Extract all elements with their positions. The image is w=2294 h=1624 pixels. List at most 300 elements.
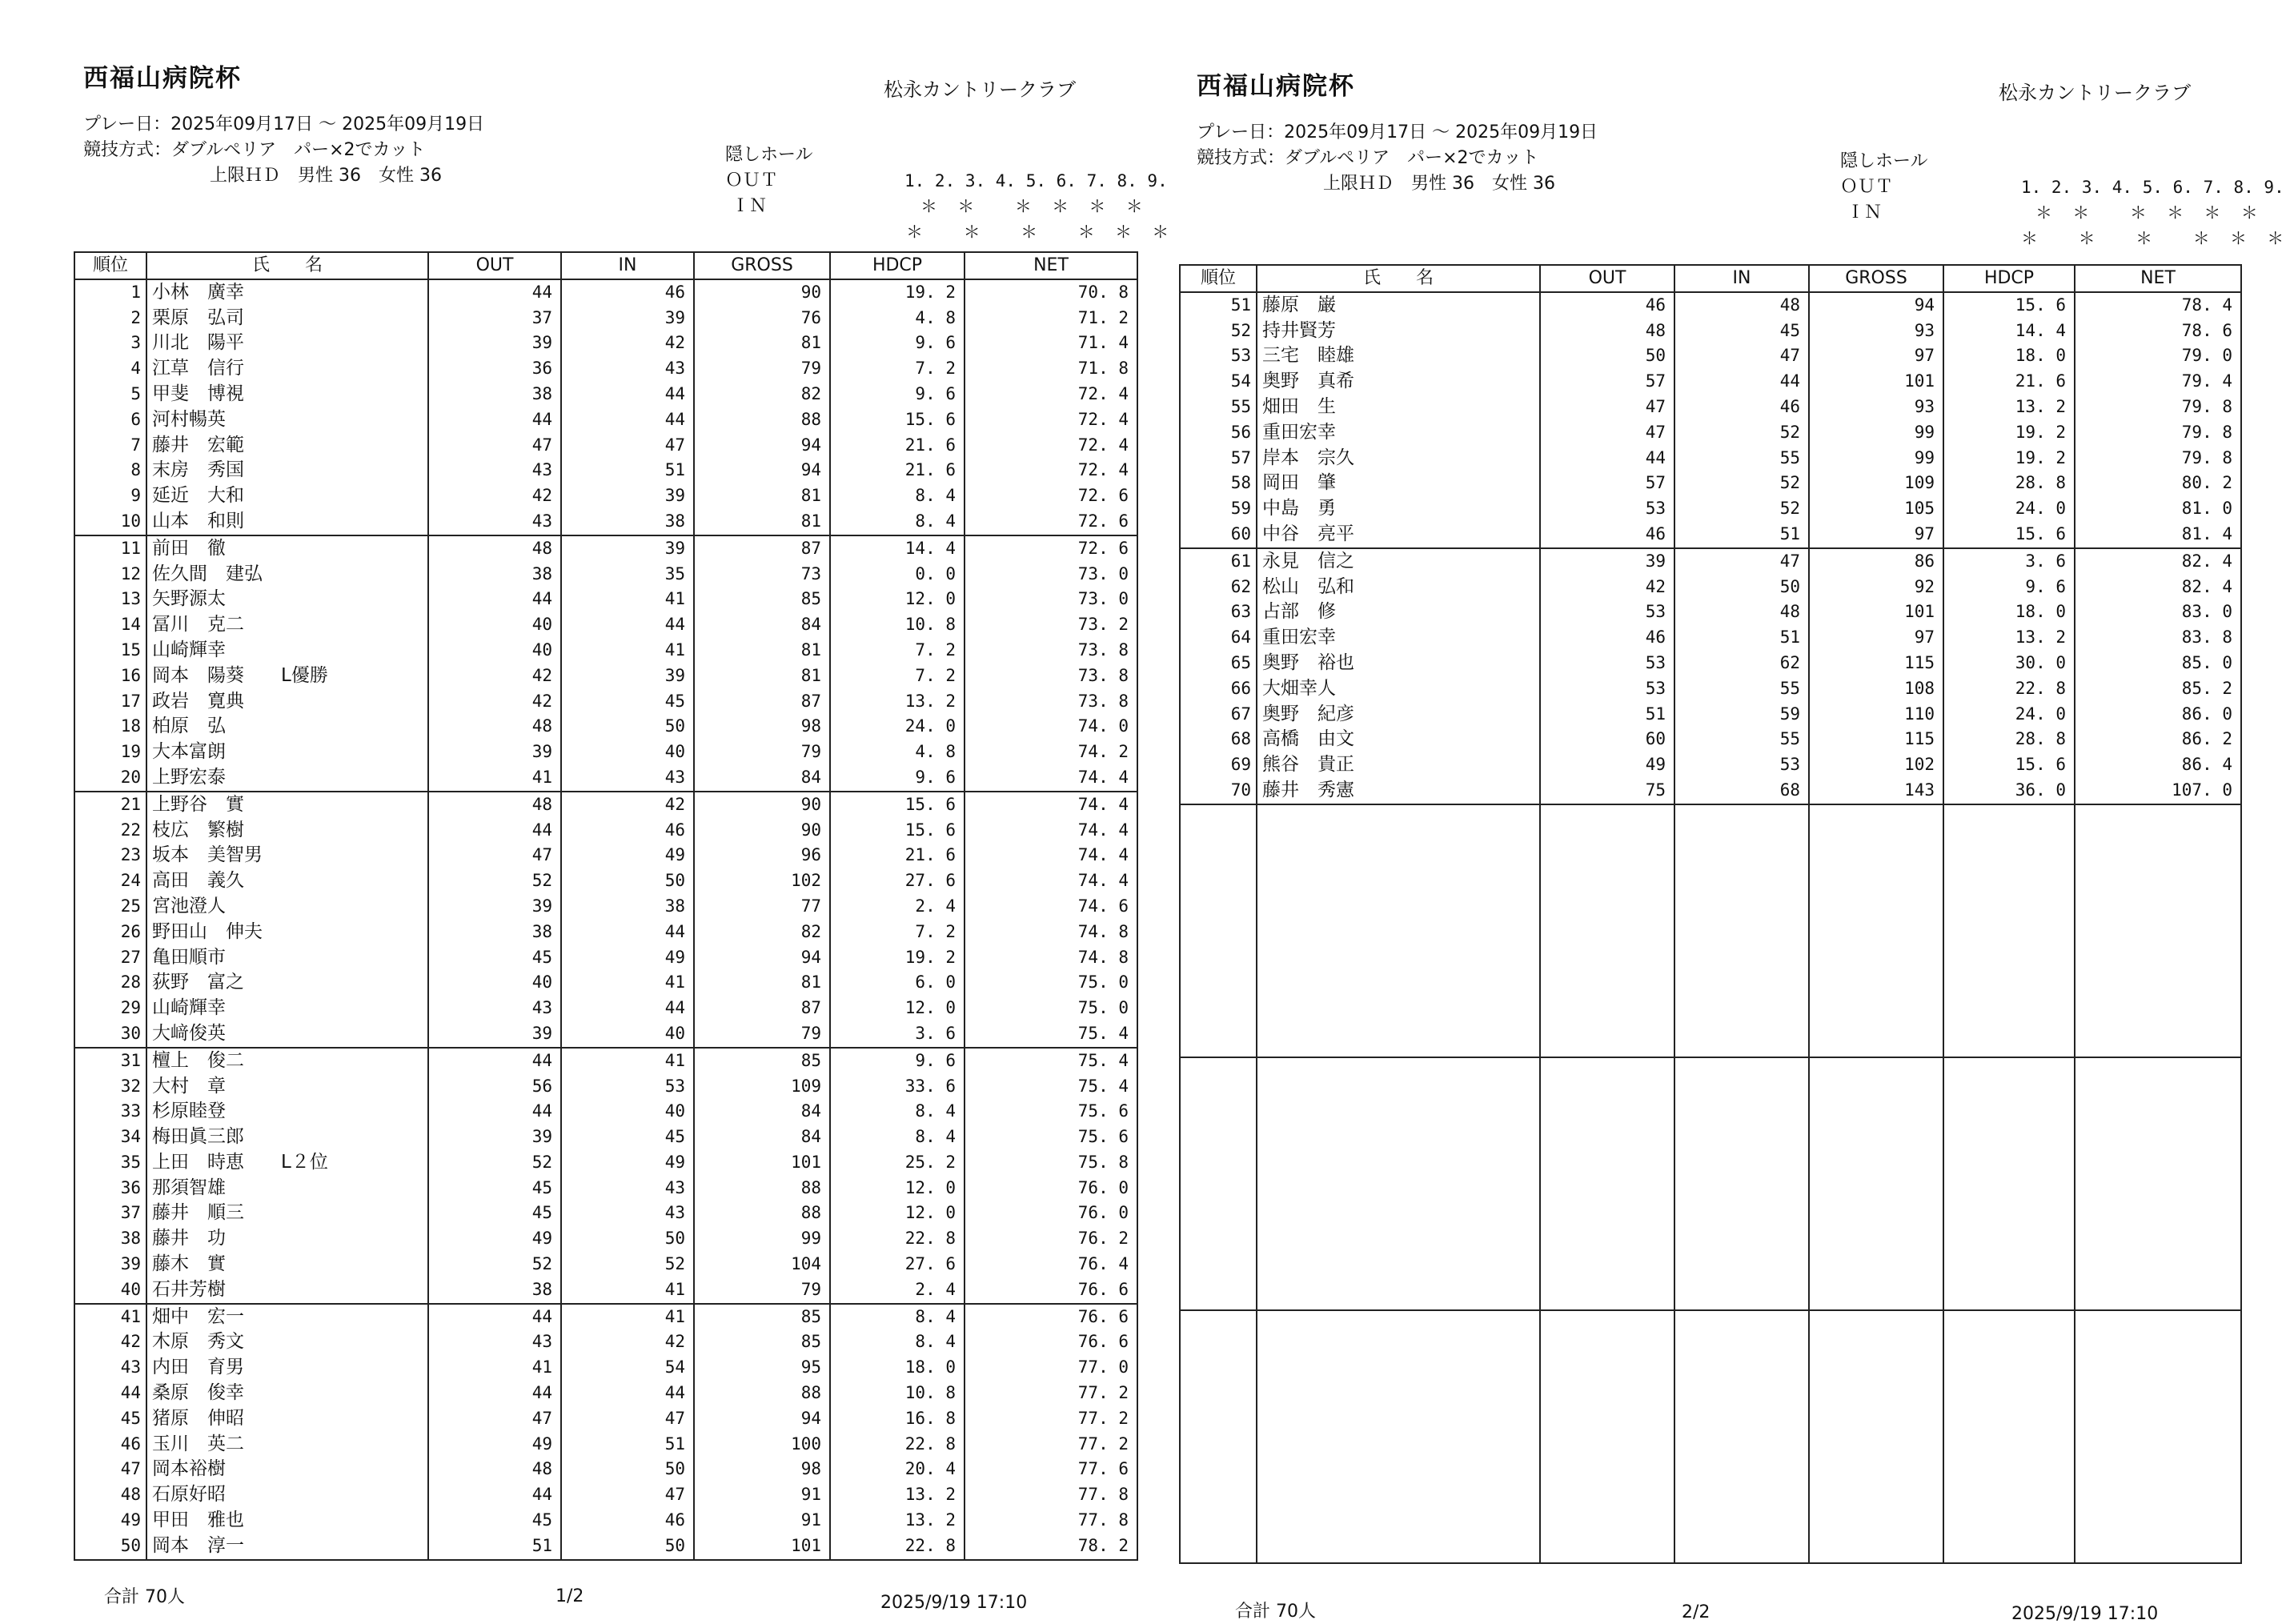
in-score: 50 bbox=[561, 1226, 694, 1252]
net-score: 75. 0 bbox=[965, 970, 1137, 996]
gross-score: 97 bbox=[1809, 625, 1943, 651]
table-row bbox=[74, 1406, 1137, 1432]
player-name: 荻野 富之 bbox=[146, 970, 428, 996]
table-row bbox=[1180, 676, 2241, 702]
rank: 10 bbox=[74, 509, 146, 535]
net-score: 73. 8 bbox=[965, 638, 1137, 664]
rank: 16 bbox=[74, 664, 146, 689]
table-row bbox=[74, 1150, 1137, 1176]
rank: 43 bbox=[74, 1355, 146, 1381]
rank: 40 bbox=[74, 1277, 146, 1304]
table-row bbox=[1180, 778, 2241, 804]
hdcp: 19. 2 bbox=[1943, 446, 2075, 471]
in-hidden-marks: ＊ ＊ ＊ ＊ ＊ ＊ bbox=[906, 223, 1169, 242]
table-row bbox=[74, 1226, 1137, 1252]
in-label: ＩＮ bbox=[1847, 202, 1883, 223]
hdcp: 22. 8 bbox=[830, 1226, 965, 1252]
in-score: 41 bbox=[561, 970, 694, 996]
player-name: 内田 育男 bbox=[146, 1355, 428, 1381]
gross-score: 79 bbox=[694, 1021, 830, 1048]
gross-score: 93 bbox=[1809, 319, 1943, 344]
rank: 44 bbox=[74, 1381, 146, 1406]
table-row bbox=[74, 792, 1137, 818]
player-name: 宮池澄人 bbox=[146, 894, 428, 920]
rank: 52 bbox=[1180, 319, 1257, 344]
net-score: 72. 6 bbox=[965, 535, 1137, 562]
hdcp: 10. 8 bbox=[830, 1381, 965, 1406]
empty-row-block bbox=[1180, 804, 2241, 1057]
out-score: 52 bbox=[428, 1150, 561, 1176]
gross-score: 88 bbox=[694, 1176, 830, 1201]
hdcp: 7. 2 bbox=[830, 638, 965, 664]
net-score: 77. 8 bbox=[965, 1482, 1137, 1508]
hdcp: 8. 4 bbox=[830, 1329, 965, 1355]
net-score: 71. 4 bbox=[965, 331, 1137, 356]
net-score: 72. 6 bbox=[965, 483, 1137, 509]
out-score: 40 bbox=[428, 638, 561, 664]
net-score: 79. 0 bbox=[2075, 343, 2241, 369]
gross-score: 88 bbox=[694, 407, 830, 433]
table-row bbox=[74, 1457, 1137, 1482]
table-row bbox=[74, 1125, 1137, 1150]
net-score: 74. 4 bbox=[965, 868, 1137, 894]
net-score: 75. 6 bbox=[965, 1125, 1137, 1150]
in-score: 41 bbox=[561, 1277, 694, 1304]
out-score: 42 bbox=[428, 664, 561, 689]
rank: 48 bbox=[74, 1482, 146, 1508]
hd-limit: 上限ＨＤ 男性 36 女性 36 bbox=[1323, 174, 1555, 194]
player-name: 柏原 弘 bbox=[146, 714, 428, 740]
hdcp: 15. 6 bbox=[1943, 522, 2075, 548]
out-score: 43 bbox=[428, 458, 561, 483]
player-name: 那須智雄 bbox=[146, 1176, 428, 1201]
table-row bbox=[1180, 369, 2241, 395]
rank: 49 bbox=[74, 1508, 146, 1534]
table-row bbox=[74, 356, 1137, 382]
in-score: 38 bbox=[561, 894, 694, 920]
table-row bbox=[1180, 446, 2241, 471]
table-row bbox=[74, 331, 1137, 356]
hdcp: 30. 0 bbox=[1943, 651, 2075, 676]
player-name: 甲田 雅也 bbox=[146, 1508, 428, 1534]
rank: 29 bbox=[74, 996, 146, 1021]
header-rank: 順位 bbox=[74, 252, 146, 279]
net-score: 73. 2 bbox=[965, 612, 1137, 638]
table-row bbox=[74, 765, 1137, 792]
gross-score: 87 bbox=[694, 535, 830, 562]
play-date: プレー日：2025年09月17日 ～ 2025年09月19日 bbox=[83, 114, 485, 134]
in-score: 38 bbox=[561, 509, 694, 535]
net-score: 75. 4 bbox=[965, 1074, 1137, 1100]
competition-format: 競技方式：ダブルペリア パー×2でカット bbox=[83, 140, 426, 160]
footer-timestamp: 2025/9/19 17:10 bbox=[880, 1593, 1028, 1613]
hdcp: 12. 0 bbox=[830, 996, 965, 1021]
player-name: 上田 時恵 L２位 bbox=[146, 1150, 428, 1176]
gross-score: 98 bbox=[694, 1457, 830, 1482]
net-score: 75. 6 bbox=[965, 1099, 1137, 1125]
rank: 22 bbox=[74, 818, 146, 844]
net-score: 72. 4 bbox=[965, 433, 1137, 459]
hdcp: 15. 6 bbox=[1943, 752, 2075, 778]
hdcp: 13. 2 bbox=[1943, 395, 2075, 420]
out-score: 39 bbox=[428, 1125, 561, 1150]
gross-score: 81 bbox=[694, 638, 830, 664]
hdcp: 24. 0 bbox=[830, 714, 965, 740]
gross-score: 88 bbox=[694, 1381, 830, 1406]
player-name: 奥野 真希 bbox=[1257, 369, 1540, 395]
table-row bbox=[1180, 625, 2241, 651]
table-row bbox=[74, 1508, 1137, 1534]
header-hdcp: HDCP bbox=[830, 252, 965, 279]
table-row bbox=[74, 970, 1137, 996]
out-score: 48 bbox=[428, 1457, 561, 1482]
gross-score: 85 bbox=[694, 587, 830, 612]
in-score: 46 bbox=[1674, 395, 1809, 420]
in-score: 41 bbox=[561, 638, 694, 664]
player-name: 重田宏幸 bbox=[1257, 420, 1540, 446]
footer-total: 合計 70人 bbox=[1235, 1602, 1316, 1622]
gross-score: 91 bbox=[694, 1508, 830, 1534]
net-score: 71. 2 bbox=[965, 306, 1137, 331]
player-name: 岸本 宗久 bbox=[1257, 446, 1540, 471]
out-score: 40 bbox=[428, 612, 561, 638]
net-score: 74. 8 bbox=[965, 945, 1137, 971]
out-score: 48 bbox=[428, 535, 561, 562]
competition-format: 競技方式：ダブルペリア パー×2でカット bbox=[1197, 148, 1539, 168]
out-score: 60 bbox=[1540, 727, 1674, 752]
empty-row-block bbox=[1180, 1310, 2241, 1563]
in-score: 45 bbox=[1674, 319, 1809, 344]
net-score: 76. 6 bbox=[965, 1329, 1137, 1355]
rank: 51 bbox=[1180, 292, 1257, 319]
hdcp: 8. 4 bbox=[830, 483, 965, 509]
rank: 42 bbox=[74, 1329, 146, 1355]
gross-score: 101 bbox=[694, 1534, 830, 1560]
hdcp: 19. 2 bbox=[830, 945, 965, 971]
table-row bbox=[1180, 319, 2241, 344]
hdcp: 10. 8 bbox=[830, 612, 965, 638]
in-score: 53 bbox=[561, 1074, 694, 1100]
player-name: 小林 廣幸 bbox=[146, 279, 428, 306]
out-score: 46 bbox=[1540, 292, 1674, 319]
in-score: 43 bbox=[561, 765, 694, 792]
in-score: 51 bbox=[1674, 522, 1809, 548]
gross-score: 81 bbox=[694, 970, 830, 996]
net-score: 75. 8 bbox=[965, 1150, 1137, 1176]
out-score: 39 bbox=[428, 1021, 561, 1048]
out-score: 53 bbox=[1540, 676, 1674, 702]
player-name: 木原 秀文 bbox=[146, 1329, 428, 1355]
net-score: 77. 2 bbox=[965, 1381, 1137, 1406]
in-score: 49 bbox=[561, 843, 694, 868]
out-score: 40 bbox=[428, 970, 561, 996]
gross-score: 94 bbox=[694, 433, 830, 459]
in-score: 41 bbox=[561, 1048, 694, 1074]
out-score: 48 bbox=[428, 792, 561, 818]
rank: 23 bbox=[74, 843, 146, 868]
in-score: 39 bbox=[561, 535, 694, 562]
gross-score: 90 bbox=[694, 818, 830, 844]
in-score: 48 bbox=[1674, 599, 1809, 625]
player-name: 藤井 順三 bbox=[146, 1201, 428, 1226]
table-row bbox=[74, 382, 1137, 407]
rank: 63 bbox=[1180, 599, 1257, 625]
in-score: 47 bbox=[561, 1406, 694, 1432]
out-score: 49 bbox=[1540, 752, 1674, 778]
gross-score: 90 bbox=[694, 279, 830, 306]
net-score: 70. 8 bbox=[965, 279, 1137, 306]
rank: 5 bbox=[74, 382, 146, 407]
gross-score: 79 bbox=[694, 356, 830, 382]
gross-score: 76 bbox=[694, 306, 830, 331]
gross-score: 73 bbox=[694, 562, 830, 587]
rank: 20 bbox=[74, 765, 146, 792]
rank: 61 bbox=[1180, 548, 1257, 575]
in-score: 51 bbox=[561, 1432, 694, 1458]
table-row bbox=[1180, 752, 2241, 778]
out-score: 43 bbox=[428, 509, 561, 535]
net-score: 74. 2 bbox=[965, 740, 1137, 765]
rank: 14 bbox=[74, 612, 146, 638]
player-name: 藤井 秀憲 bbox=[1257, 778, 1540, 804]
table-row bbox=[74, 689, 1137, 715]
player-name: 松山 弘和 bbox=[1257, 575, 1540, 600]
player-name: 上野宏泰 bbox=[146, 765, 428, 792]
player-name: 藤井 宏範 bbox=[146, 433, 428, 459]
header-in: IN bbox=[561, 252, 694, 279]
rank: 65 bbox=[1180, 651, 1257, 676]
out-score: 43 bbox=[428, 996, 561, 1021]
net-score: 107. 0 bbox=[2075, 778, 2241, 804]
header-name: 氏 名 bbox=[146, 252, 428, 279]
out-score: 57 bbox=[1540, 471, 1674, 496]
net-score: 82. 4 bbox=[2075, 548, 2241, 575]
out-score: 52 bbox=[428, 868, 561, 894]
table-row bbox=[1180, 575, 2241, 600]
gross-score: 104 bbox=[694, 1252, 830, 1277]
hdcp: 24. 0 bbox=[1943, 702, 2075, 728]
table-row bbox=[74, 587, 1137, 612]
net-score: 72. 4 bbox=[965, 382, 1137, 407]
gross-score: 90 bbox=[694, 792, 830, 818]
table-row bbox=[74, 1099, 1137, 1125]
net-score: 85. 2 bbox=[2075, 676, 2241, 702]
player-name: 山崎輝幸 bbox=[146, 996, 428, 1021]
hidden-holes-numbers: 1. 2. 3. 4. 5. 6. 7. 8. 9. bbox=[2021, 178, 2284, 197]
in-score: 51 bbox=[561, 458, 694, 483]
rank: 2 bbox=[74, 306, 146, 331]
out-score: 42 bbox=[1540, 575, 1674, 600]
gross-score: 88 bbox=[694, 1201, 830, 1226]
out-score: 49 bbox=[428, 1432, 561, 1458]
out-label: ＯＵＴ bbox=[725, 170, 779, 190]
net-score: 83. 0 bbox=[2075, 599, 2241, 625]
table-row bbox=[1180, 292, 2241, 319]
table-row bbox=[74, 1329, 1137, 1355]
gross-score: 100 bbox=[694, 1432, 830, 1458]
rank: 37 bbox=[74, 1201, 146, 1226]
in-score: 45 bbox=[561, 689, 694, 715]
hdcp: 7. 2 bbox=[830, 920, 965, 945]
hdcp: 9. 6 bbox=[830, 382, 965, 407]
out-score: 37 bbox=[428, 306, 561, 331]
gross-score: 105 bbox=[1809, 496, 1943, 522]
player-name: 山本 和則 bbox=[146, 509, 428, 535]
table-row bbox=[74, 1432, 1137, 1458]
gross-score: 99 bbox=[1809, 420, 1943, 446]
gross-score: 81 bbox=[694, 331, 830, 356]
out-score: 45 bbox=[428, 1176, 561, 1201]
club-name: 松永カントリークラブ bbox=[884, 78, 1076, 101]
rank: 69 bbox=[1180, 752, 1257, 778]
rank: 12 bbox=[74, 562, 146, 587]
rank: 67 bbox=[1180, 702, 1257, 728]
in-score: 47 bbox=[1674, 343, 1809, 369]
player-name: 畑田 生 bbox=[1257, 395, 1540, 420]
table-row bbox=[1180, 395, 2241, 420]
player-name: 佐久間 建弘 bbox=[146, 562, 428, 587]
player-name: 岡本裕樹 bbox=[146, 1457, 428, 1482]
out-score: 47 bbox=[428, 433, 561, 459]
out-score: 46 bbox=[1540, 625, 1674, 651]
out-score: 42 bbox=[428, 483, 561, 509]
in-label: ＩＮ bbox=[732, 196, 768, 216]
out-score: 57 bbox=[1540, 369, 1674, 395]
player-name: 末房 秀国 bbox=[146, 458, 428, 483]
in-score: 39 bbox=[561, 483, 694, 509]
gross-score: 101 bbox=[694, 1150, 830, 1176]
rank: 68 bbox=[1180, 727, 1257, 752]
out-label: ＯＵＴ bbox=[1840, 177, 1894, 197]
gross-score: 84 bbox=[694, 765, 830, 792]
in-score: 59 bbox=[1674, 702, 1809, 728]
gross-score: 91 bbox=[694, 1482, 830, 1508]
gross-score: 102 bbox=[1809, 752, 1943, 778]
net-score: 79. 8 bbox=[2075, 395, 2241, 420]
rank: 66 bbox=[1180, 676, 1257, 702]
out-score: 36 bbox=[428, 356, 561, 382]
in-score: 50 bbox=[1674, 575, 1809, 600]
hdcp: 9. 6 bbox=[830, 1048, 965, 1074]
in-score: 50 bbox=[561, 714, 694, 740]
out-score: 41 bbox=[428, 765, 561, 792]
table-row bbox=[74, 1048, 1137, 1074]
in-score: 42 bbox=[561, 331, 694, 356]
player-name: 占部 修 bbox=[1257, 599, 1540, 625]
hdcp: 14. 4 bbox=[830, 535, 965, 562]
net-score: 73. 8 bbox=[965, 664, 1137, 689]
table-row bbox=[74, 714, 1137, 740]
net-score: 77. 8 bbox=[965, 1508, 1137, 1534]
gross-score: 99 bbox=[1809, 446, 1943, 471]
hdcp: 0. 0 bbox=[830, 562, 965, 587]
hdcp: 2. 4 bbox=[830, 894, 965, 920]
hdcp: 12. 0 bbox=[830, 1176, 965, 1201]
hdcp: 4. 8 bbox=[830, 306, 965, 331]
rank: 54 bbox=[1180, 369, 1257, 395]
table-row bbox=[1180, 548, 2241, 575]
table-row bbox=[74, 868, 1137, 894]
gross-score: 92 bbox=[1809, 575, 1943, 600]
out-score: 44 bbox=[428, 1381, 561, 1406]
hdcp: 3. 6 bbox=[830, 1021, 965, 1048]
table-row bbox=[74, 1482, 1137, 1508]
player-name: 枝広 繁樹 bbox=[146, 818, 428, 844]
net-score: 74. 6 bbox=[965, 894, 1137, 920]
results-page-2 bbox=[1147, 0, 2294, 1622]
gross-score: 143 bbox=[1809, 778, 1943, 804]
rank: 64 bbox=[1180, 625, 1257, 651]
rank: 62 bbox=[1180, 575, 1257, 600]
table-row bbox=[74, 1201, 1137, 1226]
rank: 60 bbox=[1180, 522, 1257, 548]
in-score: 46 bbox=[561, 1508, 694, 1534]
rank: 56 bbox=[1180, 420, 1257, 446]
player-name: 高橋 由文 bbox=[1257, 727, 1540, 752]
footer-page-number: 1/2 bbox=[555, 1586, 584, 1606]
table-row bbox=[74, 433, 1137, 459]
out-score: 38 bbox=[428, 1277, 561, 1304]
table-row bbox=[74, 535, 1137, 562]
out-score: 48 bbox=[428, 714, 561, 740]
out-score: 39 bbox=[428, 740, 561, 765]
hdcp: 25. 2 bbox=[830, 1150, 965, 1176]
player-name: 熊谷 貴正 bbox=[1257, 752, 1540, 778]
out-score: 46 bbox=[1540, 522, 1674, 548]
hdcp: 18. 0 bbox=[1943, 343, 2075, 369]
in-score: 40 bbox=[561, 1099, 694, 1125]
player-name: 上野谷 實 bbox=[146, 792, 428, 818]
player-name: 高田 義久 bbox=[146, 868, 428, 894]
out-score: 44 bbox=[428, 279, 561, 306]
rank: 26 bbox=[74, 920, 146, 945]
out-score: 44 bbox=[1540, 446, 1674, 471]
out-score: 45 bbox=[428, 945, 561, 971]
gross-score: 81 bbox=[694, 509, 830, 535]
in-score: 43 bbox=[561, 356, 694, 382]
hdcp: 12. 0 bbox=[830, 1201, 965, 1226]
hdcp: 36. 0 bbox=[1943, 778, 2075, 804]
gross-score: 79 bbox=[694, 740, 830, 765]
out-score: 48 bbox=[1540, 319, 1674, 344]
rank: 3 bbox=[74, 331, 146, 356]
hdcp: 13. 2 bbox=[830, 1508, 965, 1534]
gross-score: 115 bbox=[1809, 727, 1943, 752]
table-row bbox=[74, 483, 1137, 509]
out-score: 41 bbox=[428, 1355, 561, 1381]
net-score: 74. 4 bbox=[965, 818, 1137, 844]
player-name: 大﨑俊英 bbox=[146, 1021, 428, 1048]
gross-score: 109 bbox=[1809, 471, 1943, 496]
player-name: 川北 陽平 bbox=[146, 331, 428, 356]
table-row bbox=[74, 306, 1137, 331]
gross-score: 101 bbox=[1809, 369, 1943, 395]
hdcp: 13. 2 bbox=[830, 1482, 965, 1508]
in-score: 44 bbox=[561, 382, 694, 407]
hdcp: 15. 6 bbox=[830, 818, 965, 844]
hdcp: 13. 2 bbox=[1943, 625, 2075, 651]
in-score: 50 bbox=[561, 1534, 694, 1560]
footer-page-number: 2/2 bbox=[1682, 1602, 1710, 1622]
in-score: 50 bbox=[561, 868, 694, 894]
hdcp: 15. 6 bbox=[830, 792, 965, 818]
rank: 9 bbox=[74, 483, 146, 509]
out-score: 52 bbox=[428, 1252, 561, 1277]
net-score: 75. 4 bbox=[965, 1021, 1137, 1048]
table-row bbox=[74, 1381, 1137, 1406]
hdcp: 2. 4 bbox=[830, 1277, 965, 1304]
player-name: 政岩 寛典 bbox=[146, 689, 428, 715]
